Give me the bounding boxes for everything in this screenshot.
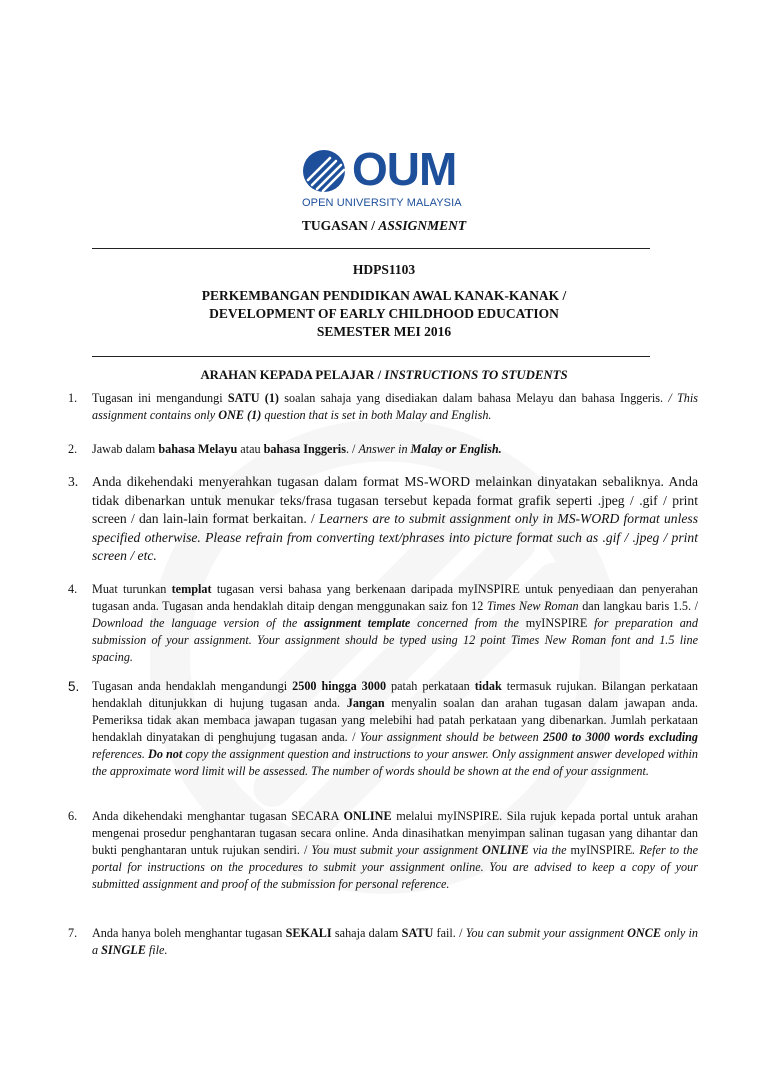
assignment-title-malay: TUGASAN / bbox=[301, 218, 379, 233]
instruction-text bbox=[92, 581, 698, 666]
text-run: myINSPIRE bbox=[570, 843, 633, 857]
assignment-title bbox=[0, 218, 768, 234]
text-run: Jawab dalam bbox=[92, 442, 159, 456]
text-run: myINSPIRE bbox=[525, 616, 588, 630]
text-run: bahasa Melayu bbox=[158, 442, 238, 456]
instruction-number: 6. bbox=[68, 809, 78, 823]
instructions-heading bbox=[0, 368, 768, 383]
logo-brand: OUM bbox=[352, 143, 457, 195]
text-run: ONCE bbox=[627, 926, 661, 940]
text-run: ONLINE bbox=[343, 809, 392, 823]
text-run: Anda hanya boleh menghantar tugasan bbox=[92, 926, 286, 940]
logo-university-name: OPEN UNIVERSITY MALAYSIA bbox=[302, 197, 462, 209]
text-run: / This assignment contains only bbox=[92, 391, 698, 422]
instruction-number: 1. bbox=[68, 391, 78, 405]
text-run: Your assignment should be between bbox=[359, 730, 544, 744]
text-run: SINGLE bbox=[101, 943, 146, 957]
instruction-item bbox=[68, 925, 698, 959]
instruction-item bbox=[68, 390, 698, 424]
text-run: Anda dikehendaki menyerahkan tugasan dalam format MS-WORD melainkan dinyatakan sebaliknya. Anda tidak dibenarkan untuk menukar teks/frasa tugasan tersebut kepada format grafik seperti .jpeg / .gif / print screen / dan lain-lain format berkaitan. / bbox=[92, 474, 698, 526]
text-run: Times New Roman bbox=[486, 599, 579, 613]
text-run: Learners are to submit assignment only in MS-WORD format unless specified otherwise. Please refrain from converting text/phrases into picture format such as .gif / .jpeg / print screen / etc. bbox=[92, 511, 698, 563]
instruction-number: 2. bbox=[68, 442, 78, 456]
text-run: soalan sahaja yang disediakan dalam bahasa Melayu dan bahasa Inggeris. bbox=[278, 391, 669, 405]
text-run: fail. / bbox=[433, 926, 466, 940]
instruction-number: 7. bbox=[68, 926, 78, 940]
semester: SEMESTER MEI 2016 bbox=[316, 324, 452, 339]
assignment-title-english: ASSIGNMENT bbox=[378, 218, 467, 233]
text-run: references. bbox=[92, 747, 149, 761]
text-run: You can submit your assignment bbox=[465, 926, 628, 940]
text-run: question that is set in both Malay and English. bbox=[261, 408, 492, 422]
text-run: atau bbox=[237, 442, 264, 456]
instruction-item bbox=[68, 581, 698, 666]
text-run: Answer in bbox=[358, 442, 411, 456]
instructions-heading-english: INSTRUCTIONS TO STUDENTS bbox=[384, 368, 568, 382]
text-run: Muat turunkan bbox=[92, 582, 172, 596]
text-run: Tugasan ini mengandungi bbox=[92, 391, 228, 405]
instruction-item bbox=[68, 473, 698, 566]
text-run: SATU (1) bbox=[227, 391, 279, 405]
text-run: patah perkataan bbox=[386, 679, 475, 693]
oum-emblem-icon bbox=[300, 148, 350, 194]
text-run: termasuk rujukan. Bilangan perkataan hendaklah ditunjukkan di hujung tugasan anda. bbox=[92, 679, 698, 710]
text-run: 2500 hingga 3000 bbox=[292, 679, 387, 693]
course-title-english: DEVELOPMENT OF EARLY CHILDHOOD EDUCATION bbox=[209, 306, 559, 321]
text-run: templat bbox=[171, 582, 212, 596]
text-run: file. bbox=[145, 943, 168, 957]
text-run: Jangan bbox=[346, 696, 385, 710]
instruction-text bbox=[92, 678, 698, 780]
text-run: melalui myINSPIRE. Sila rujuk kepada portal untuk arahan mengenai prosedur penghantaran tugasan secara online. Anda dinasihatkan menyimpan salinan tugasan yang dihantar dan bukti penghantaran untuk rujukan sendiri. / bbox=[92, 809, 699, 857]
text-run: for preparation and submission of your assignment. Your assignment should be typed using 12 point Times New Roman font and 1.5 line spacing. bbox=[92, 616, 698, 664]
text-run: only in a bbox=[92, 926, 698, 957]
instruction-item bbox=[68, 678, 698, 780]
oum-logo bbox=[300, 143, 470, 212]
text-run: sahaja dalam bbox=[331, 926, 402, 940]
text-run: via the bbox=[528, 843, 571, 857]
text-run: 2500 to 3000 words excluding bbox=[543, 730, 698, 744]
instruction-item bbox=[68, 441, 698, 458]
divider-top bbox=[92, 248, 650, 249]
text-run: bahasa Inggeris bbox=[263, 442, 346, 456]
instruction-text bbox=[92, 390, 698, 424]
text-run: ONLINE bbox=[481, 843, 529, 857]
course-code: HDPS1103 bbox=[352, 262, 416, 277]
instruction-text bbox=[92, 925, 698, 959]
text-run: You must submit your assignment bbox=[311, 843, 482, 857]
instruction-number: 4. bbox=[68, 582, 78, 596]
divider-bottom bbox=[92, 356, 650, 357]
text-run: Download the language version of the bbox=[92, 616, 305, 630]
text-run: SATU bbox=[401, 926, 434, 940]
text-run: tidak bbox=[474, 679, 502, 693]
text-run: Do not bbox=[148, 747, 183, 761]
text-run: copy the assignment question and instructions to your answer. Only assignment answer developed within the approximate word limit will be assessed. The number of words should be shown at the end of your assignment. bbox=[92, 747, 698, 778]
text-run: Anda dikehendaki menghantar tugasan SECARA bbox=[92, 809, 344, 823]
text-run: . / bbox=[345, 442, 359, 456]
text-run: Tugasan anda hendaklah mengandungi bbox=[92, 679, 293, 693]
text-run: Malay or English. bbox=[410, 442, 502, 456]
instruction-number: 3. bbox=[68, 474, 79, 489]
text-run: ONE (1) bbox=[218, 408, 262, 422]
instruction-item bbox=[68, 808, 698, 893]
instruction-text bbox=[92, 441, 698, 458]
instructions-heading-malay: ARAHAN KEPADA PELAJAR / bbox=[200, 368, 385, 382]
instruction-text bbox=[92, 473, 698, 566]
instruction-number: 5. bbox=[68, 679, 80, 694]
course-title-malay: PERKEMBANGAN PENDIDIKAN AWAL KANAK-KANAK / bbox=[201, 288, 567, 303]
text-run: concerned from the bbox=[410, 616, 526, 630]
text-run: assignment template bbox=[304, 616, 411, 630]
text-run: tugasan versi bahasa yang berkenaan daripada myINSPIRE untuk penyediaan dan penyerahan tugasan anda. Tugasan anda hendaklah ditaip dengan menggunakan saiz fon 12 bbox=[92, 582, 698, 613]
text-run: menyalin soalan dan arahan tugasan dalam jawapan anda. Pemeriksa tidak akan membaca jawapan tugasan yang melebihi had patah perkataan yang dibenarkan. Jumlah perkataan hendaklah dinyatakan di penghujung tugasan anda. / bbox=[92, 696, 698, 744]
text-run: . Refer to the portal for instructions on the procedures to submit your assignment online. You are advised to keep a copy of your submitted assignment and proof of the submission for personal reference. bbox=[92, 843, 698, 891]
instruction-text bbox=[92, 808, 698, 893]
text-run: dan langkau baris 1.5. / bbox=[578, 599, 698, 613]
text-run: SEKALI bbox=[285, 926, 332, 940]
